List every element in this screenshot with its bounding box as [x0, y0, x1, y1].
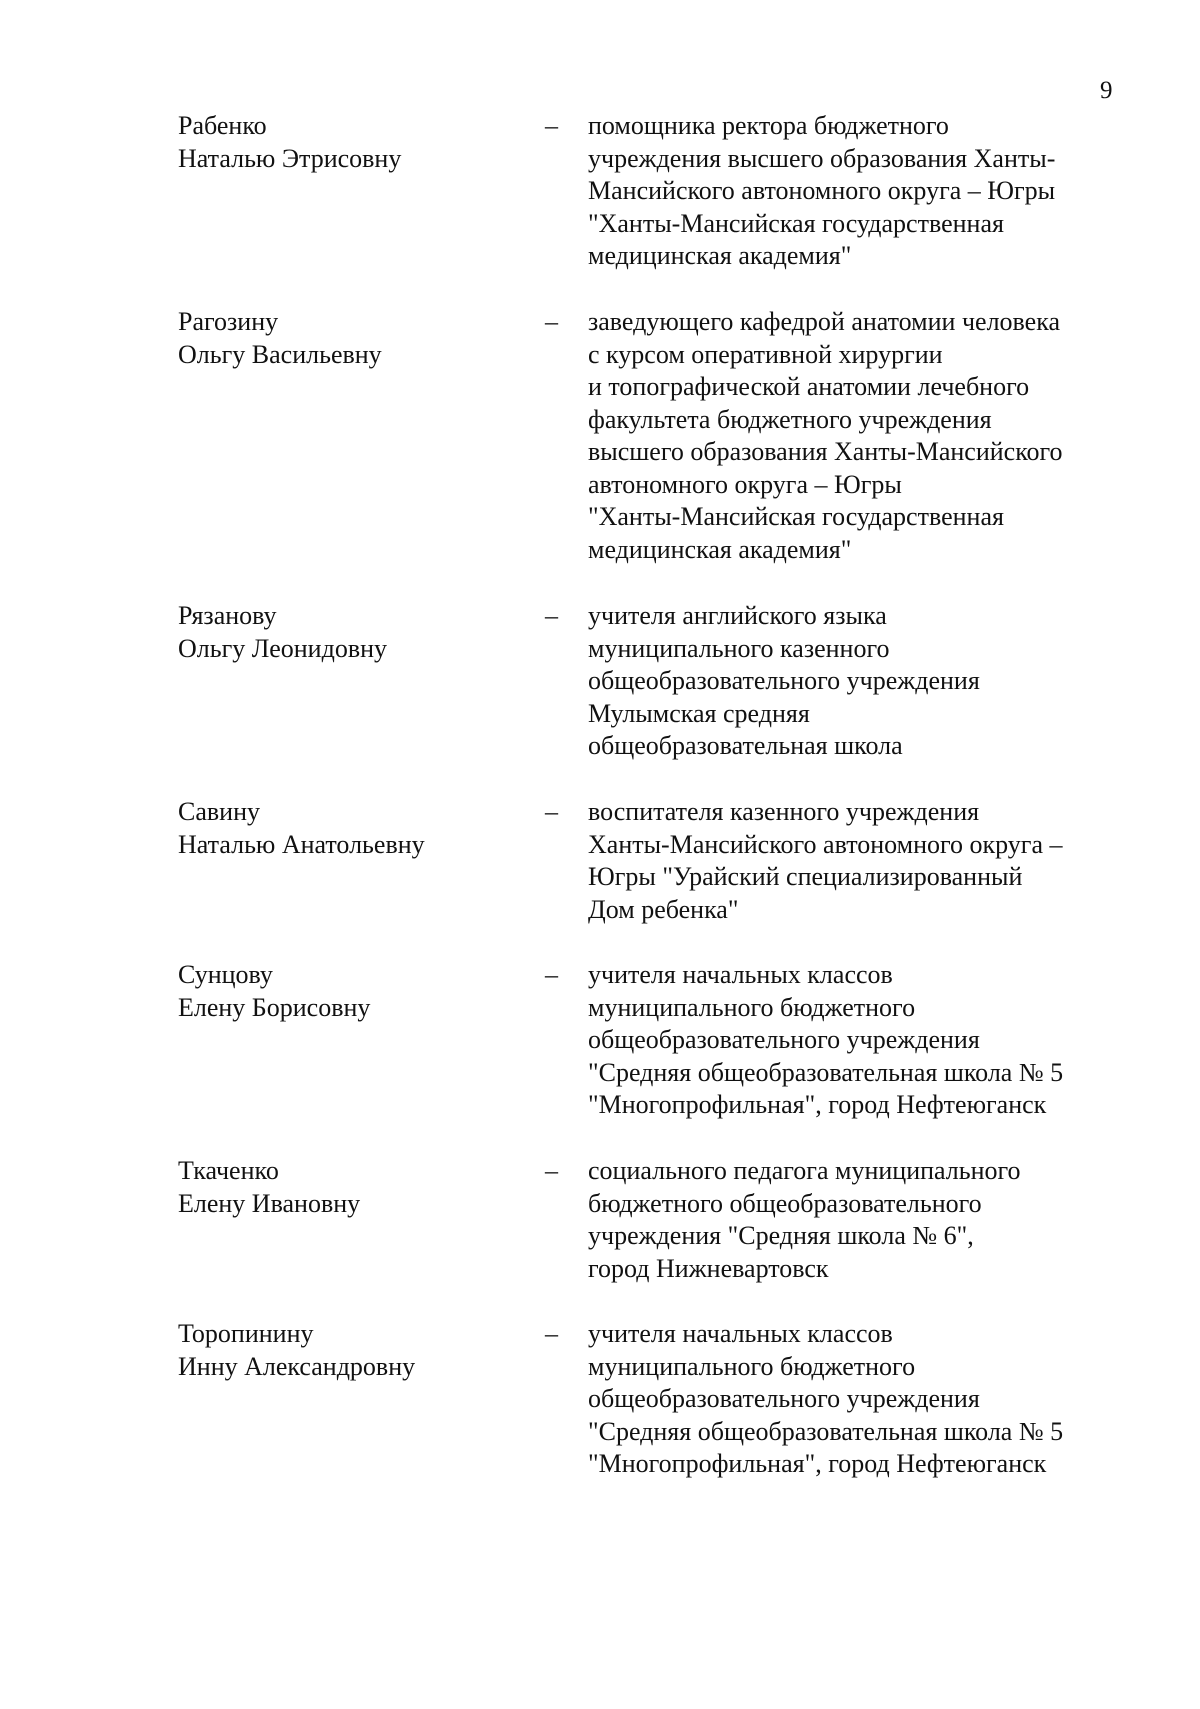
- position-line: общеобразовательного учреждения: [588, 1384, 980, 1413]
- position-line: медицинская академия": [588, 241, 852, 270]
- person-name: [178, 959, 518, 1024]
- position-line: заведующего кафедрой анатомии человека: [588, 307, 1060, 336]
- position-line: муниципального бюджетного: [588, 992, 916, 1022]
- position-line: "Ханты-Мансийская государственная: [588, 502, 1004, 531]
- position-line: бюджетного общеобразовательного: [588, 1188, 982, 1218]
- position-line: общеобразовательная школа: [588, 731, 903, 760]
- surname: Рабенко: [178, 111, 267, 140]
- position-line: муниципального казенного: [588, 633, 890, 663]
- surname: Савину: [178, 797, 260, 826]
- position-line: учреждения "Средняя школа № 6",: [588, 1221, 974, 1250]
- position-line: "Многопрофильная", город Нефтеюганск: [588, 1449, 1047, 1478]
- given-names: Ольгу Васильевну: [178, 339, 382, 369]
- position-line: "Средняя общеобразовательная школа № 5: [588, 1416, 1064, 1446]
- position-line: факультета бюджетного учреждения: [588, 404, 992, 434]
- dash: –: [545, 797, 558, 826]
- position-line: помощника ректора бюджетного: [588, 111, 949, 140]
- surname: Рязанову: [178, 601, 277, 630]
- surname: Сунцову: [178, 960, 273, 989]
- position-line: Мансийского автономного округа – Югры: [588, 176, 1056, 205]
- position-text: [588, 600, 1128, 763]
- position-line: высшего образования Ханты-Мансийского: [588, 437, 1063, 466]
- position-line: учителя английского языка: [588, 601, 887, 630]
- person-name: [178, 1155, 518, 1220]
- dash: –: [545, 960, 558, 989]
- given-names: Елену Борисовну: [178, 992, 371, 1022]
- dash: –: [545, 1319, 558, 1348]
- position-line: учителя начальных классов: [588, 1319, 893, 1348]
- position-line: общеобразовательного учреждения: [588, 1025, 980, 1054]
- position-line: социального педагога муниципального: [588, 1156, 1021, 1185]
- given-names: Ольгу Леонидовну: [178, 633, 388, 663]
- position-line: воспитателя казенного учреждения: [588, 797, 980, 826]
- dash: –: [545, 1156, 558, 1185]
- position-line: с курсом оперативной хирургии: [588, 339, 943, 369]
- given-names: Наталью Этрисовну: [178, 143, 402, 173]
- given-names: Елену Ивановну: [178, 1188, 361, 1218]
- surname: Ткаченко: [178, 1156, 279, 1185]
- given-names: Наталью Анатольевну: [178, 829, 425, 859]
- dash: –: [545, 307, 558, 336]
- person-name: [178, 796, 518, 861]
- position-line: Югры "Урайский специализированный: [588, 862, 1023, 891]
- position-line: "Многопрофильная", город Нефтеюганск: [588, 1090, 1047, 1119]
- position-line: общеобразовательного учреждения: [588, 666, 980, 695]
- position-line: Мулымская средняя: [588, 698, 810, 728]
- surname: Рагозину: [178, 307, 279, 336]
- position-text: [588, 959, 1128, 1122]
- position-line: и топографической анатомии лечебного: [588, 372, 1030, 401]
- dash: –: [545, 601, 558, 630]
- position-text: [588, 1155, 1128, 1285]
- position-line: муниципального бюджетного: [588, 1351, 916, 1381]
- position-line: учителя начальных классов: [588, 960, 893, 989]
- position-line: "Средняя общеобразовательная школа № 5: [588, 1057, 1064, 1087]
- person-name: [178, 110, 518, 175]
- person-name: [178, 306, 518, 371]
- dash: –: [545, 111, 558, 140]
- position-text: [588, 796, 1128, 926]
- position-line: медицинская академия": [588, 534, 852, 564]
- person-name: [178, 600, 518, 665]
- person-name: [178, 1318, 518, 1383]
- position-text: [588, 110, 1128, 273]
- position-line: учреждения высшего образования Ханты-: [588, 143, 1056, 173]
- position-text: [588, 306, 1128, 566]
- page-number: 9: [1100, 77, 1113, 104]
- position-line: Дом ребенка": [588, 894, 739, 924]
- position-line: Ханты-Мансийского автономного округа –: [588, 829, 1063, 859]
- given-names: Инну Александровну: [178, 1351, 416, 1381]
- position-line: автономного округа – Югры: [588, 469, 902, 499]
- position-line: "Ханты-Мансийская государственная: [588, 208, 1004, 238]
- position-text: [588, 1318, 1128, 1481]
- position-line: город Нижневартовск: [588, 1253, 829, 1283]
- surname: Торопинину: [178, 1319, 314, 1348]
